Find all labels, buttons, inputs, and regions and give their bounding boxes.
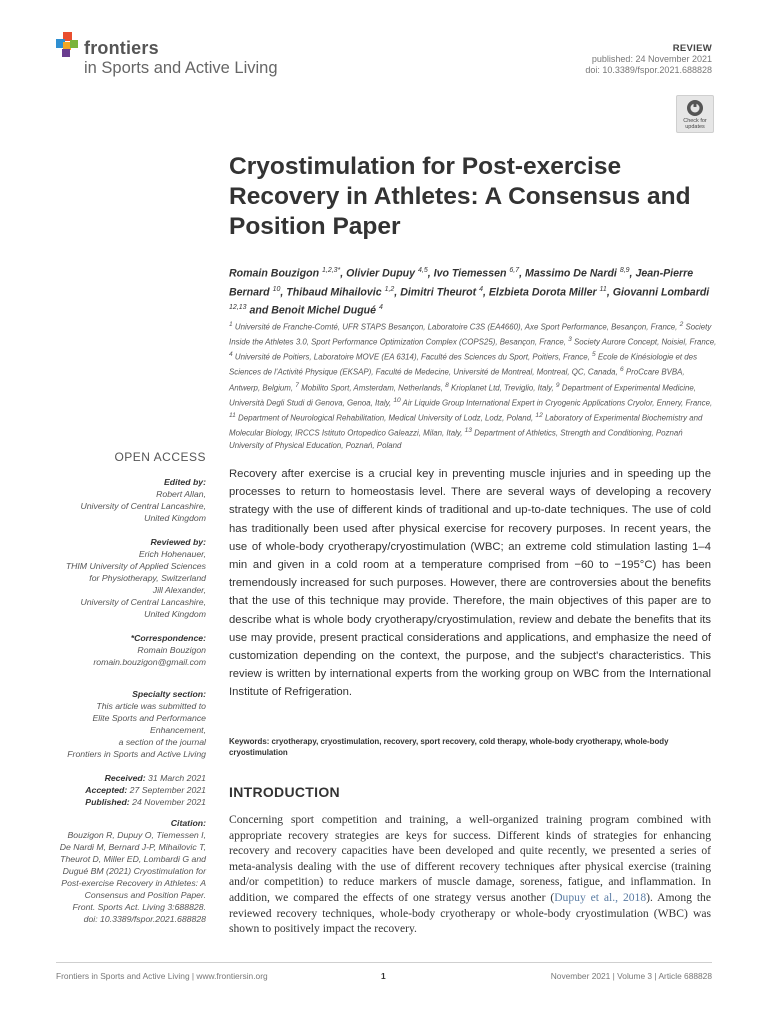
author-name[interactable]: Elzbieta Dorota Miller [488, 286, 600, 299]
affiliation-number: 13 [464, 426, 472, 434]
date-accepted [40, 784, 206, 796]
abstract-text: Recovery after exercise is a crucial key in preventing muscle injuries and in speeding up the processes to return to homeostasis level. There are several ways of developing a recovery strategy with the use of different kinds of traditional and up-to-date techniques. The use of cold has traditionally been used after physical exercise for recovery purposes. In recent years, the use of whole-body cryotherapy/cryostimulation (WBC; an extreme cold stimulation lasting 1–4 min and given in a cold room at a temperature comprised from −60 to −195°C) has been tremendously increased for such purposes. However, there are controversies about the benefits that the use of this technique may provide. Therefore, the main objectives of this paper are to describe what is whole body cryotherapy/cryostimulation, review and debate the benefits that its use may provide, present practical considerations and applications, and emphasize the need of customization depending on the context, the purpose, and the subject's characteristics. This review is written by international experts from the working group on WBC from the International Institute of Refrigeration. [229, 468, 711, 699]
author-affiliation-marker: 4 [378, 304, 383, 312]
affiliations [229, 319, 717, 453]
published-date: published: 24 November 2021 [591, 54, 712, 64]
journal-name: in Sports and Active Living [84, 59, 278, 77]
author-separator: , [519, 267, 526, 280]
specialty-line: This article was submitted to [96, 701, 206, 711]
reviewer-line: THIM University of Applied Sciences [65, 561, 206, 571]
frontiers-logo-icon [56, 32, 80, 60]
author-affiliation-marker: 1,2 [384, 285, 395, 293]
author-name[interactable]: Jean-Pierre Bernard [229, 267, 694, 299]
open-access-label: OPEN ACCESS [114, 450, 206, 464]
specialty-heading: Specialty section: [132, 689, 206, 699]
affiliation-text: Krioplanet Ltd, Treviglio, Italy, [448, 383, 556, 393]
citation-block [40, 817, 206, 925]
affiliation-text: ProCcare BVBA, Antwerp, Belgium, [229, 368, 685, 393]
date-received [40, 772, 206, 784]
keywords: Keywords: cryotherapy, cryostimulation, recovery, sport recovery, cold therapy, whole-body cryotherapy, whole-body cryostimulation [229, 737, 669, 757]
affiliation-text: Department of Neurological Rehabilitation, Medical University of Lodz, Lodz, Poland, [235, 413, 536, 423]
author-name[interactable]: Olivier Dupuy [346, 267, 418, 280]
intro-text: ). Among the reviewed recovery techniques, whole-body cryotherapy or whole-body cryostimulation (WBC) was shown to positively impact the recovery. [229, 890, 711, 936]
reviewed-by-heading: Reviewed by: [150, 537, 206, 547]
affiliation-number: 9 [555, 381, 560, 389]
intro-text: Concerning sport competition and training, a well-organized training program combined with appropriate recovery strategies are keys for success. Different kinds of strategies for enhancing recovery and recovery capacities have been developed and quite recently, we presented a series of meta-analysis dealing with the use of different recovery techniques after physical exercise (training and/or competition) to reduce markers of muscle damage, soreness, fatigue, and inflammation. In addition, we compared the effects of one strategy versus another ( [229, 813, 711, 904]
citation-line: Dugué BM (2021) Cryostimulation for [62, 866, 206, 876]
reviewer-line: University of Central Lancashire, [80, 597, 206, 607]
affiliation-text: Ecole de Kinésiologie et des Sciences de l'Activité Physique (EKSAP), Faculté de Medecine, Université de Montreal, Montreal, QC, Canada, [229, 352, 698, 377]
citation-link[interactable]: Dupuy et al., 2018 [554, 890, 647, 904]
affiliation-number: 4 [229, 351, 233, 359]
article-type: REVIEW [672, 43, 712, 54]
author-affiliation-marker: 8,9 [619, 267, 630, 274]
footer-issue: November 2021 | Volume 3 | Article 688828 [550, 971, 712, 981]
reviewer-line: for Physiotherapy, Switzerland [89, 573, 206, 583]
affiliation-number: 6 [619, 366, 624, 374]
author-affiliation-marker: 6,7 [509, 267, 520, 274]
author-affiliation-marker: 10 [272, 285, 281, 293]
specialty-line: a section of the journal [118, 737, 206, 747]
author-separator: , [394, 286, 401, 299]
affiliation-text: Université de Poitiers, Laboratoire MOVE (EA 6314), Faculté des Sciences du Sport, Poitiers, France, [232, 352, 593, 362]
author-separator: , [280, 286, 287, 299]
affiliation-text: Air Liquide Group International Expert in Cryogenic Applications Cryolor, Ennery, France, [400, 398, 713, 408]
affiliation-number: 8 [445, 381, 449, 389]
reviewer-line: United Kingdom [144, 609, 206, 619]
edited-by-heading: Edited by: [164, 477, 206, 487]
correspondence-block [40, 632, 206, 668]
edited-by-block [40, 476, 206, 524]
author-separator: , [482, 286, 489, 299]
author-separator: , [340, 267, 347, 280]
affiliation-number: 7 [295, 381, 299, 389]
reviewer-line: Jill Alexander, [152, 585, 206, 595]
specialty-block [40, 688, 206, 760]
author-affiliation-marker: 12,13 [229, 304, 247, 312]
date-label: Received: [104, 773, 146, 783]
citation-line: Front. Sports Act. Living 3:688828. [72, 902, 206, 912]
article-doi[interactable]: doi: 10.3389/fspor.2021.688828 [585, 65, 712, 75]
date-value: 27 September 2021 [129, 785, 206, 795]
author-name[interactable]: Dimitri Theurot [400, 286, 480, 299]
date-value: 31 March 2021 [148, 773, 206, 783]
author-name[interactable]: Ivo Tiemessen [433, 267, 510, 280]
author-separator: , [629, 267, 636, 280]
affiliation-number: 1 [229, 321, 233, 328]
editor-line: United Kingdom [144, 513, 206, 523]
date-value: 24 November 2021 [132, 797, 206, 807]
affiliation-text: Laboratory of Experimental Biochemistry and Molecular Biology, IRCCS Istituto Ortopedico Galeazzi, Milan, Italy, [229, 413, 703, 438]
specialty-line: Elite Sports and Performance [92, 713, 206, 723]
affiliation-number: 2 [679, 321, 684, 328]
author-name[interactable]: Giovanni Lombardi [612, 286, 710, 299]
author-name[interactable]: Thibaud Mihailovic [286, 286, 385, 299]
specialty-line: Enhancement, [149, 725, 206, 735]
correspondence-heading: *Correspondence: [130, 633, 206, 643]
author-separator: and [246, 304, 272, 317]
introduction-heading: INTRODUCTION [229, 784, 340, 800]
affiliation-text: Department of Experimental Medicine, Università Degli Studi di Genova, Genoa, Italy, [229, 383, 696, 408]
article-meta [585, 43, 712, 76]
citation-heading: Citation: [170, 818, 206, 828]
affiliation-number: 10 [393, 396, 401, 404]
author-affiliation-marker: 11 [599, 285, 607, 293]
reviewer-line: Erich Hohenauer, [138, 549, 206, 559]
citation-line: Consensus and Position Paper. [84, 890, 206, 900]
author-name[interactable]: Romain Bouzigon [229, 267, 322, 280]
journal-brand: frontiers [84, 38, 159, 58]
abstract [229, 465, 711, 702]
affiliation-text: Department of Athletics, Strength and Conditioning, Poznań University of Physical Education, Poznań, Poland [229, 428, 683, 450]
author-separator: , [606, 286, 613, 299]
footer-journal: Frontiers in Sports and Active Living | www.frontiersin.org [56, 971, 268, 981]
author-name[interactable]: Benoit Michel Dugué [271, 304, 379, 317]
date-label: Published: [85, 797, 130, 807]
editor-line: Robert Allan, [156, 489, 206, 499]
affiliation-text: Society Inside the Athletes 3.0, Sport Performance Optimization Complex (COPS25), Besançon, France, [229, 322, 712, 347]
author-separator: , [427, 267, 434, 280]
page-number: 1 [381, 971, 386, 981]
author-affiliation-marker: 4 [479, 285, 483, 293]
author-affiliation-marker: 1,2,3* [321, 267, 341, 274]
date-label: Accepted: [85, 785, 128, 795]
date-published [40, 796, 206, 808]
affiliation-number: 3 [568, 336, 572, 344]
dates-block [40, 772, 206, 808]
citation-line: Post-exercise Recovery in Athletes: A [61, 878, 206, 888]
author-name[interactable]: Massimo De Nardi [525, 267, 620, 280]
affiliation-text: Society Aurore Concept, Noisiel, France, [571, 337, 717, 347]
citation-line: Theurot D, Miller ED, Lombardi G and [60, 854, 206, 864]
author-affiliation-marker: 4,5 [418, 267, 428, 274]
correspondence-email[interactable]: romain.bouzigon@gmail.com [93, 657, 206, 667]
specialty-line: Frontiers in Sports and Active Living [67, 749, 206, 759]
citation-doi[interactable]: doi: 10.3389/fspor.2021.688828 [83, 914, 206, 924]
affiliation-number: 5 [592, 351, 596, 359]
affiliation-text: Mobilito Sport, Amsterdam, Netherlands, [298, 383, 446, 393]
affiliation-number: 12 [535, 411, 543, 419]
editor-line: University of Central Lancashire, [80, 501, 206, 511]
check-updates-icon [686, 99, 704, 117]
citation-line: De Nardi M, Bernard J-P, Mihailovic T, [59, 842, 206, 852]
footer-divider [56, 962, 712, 963]
citation-line: Bouzigon R, Dupuy O, Tiemessen I, [67, 830, 206, 840]
check-for-updates-badge[interactable] [676, 95, 714, 133]
correspondence-name: Romain Bouzigon [137, 645, 206, 655]
affiliation-text: Université de Franche-Comté, UFR STAPS Besançon, Laboratoire C3S (EA4660), Axe Sport Performance, Besançon, France, [232, 322, 680, 332]
introduction-body [229, 812, 711, 937]
author-list [229, 263, 719, 319]
reviewed-by-block [40, 536, 206, 620]
affiliation-number: 11 [229, 411, 236, 419]
check-updates-label: Check for updates [683, 118, 707, 130]
article-title: Cryostimulation for Post-exercise Recovery in Athletes: A Consensus and Position Paper [229, 153, 691, 240]
